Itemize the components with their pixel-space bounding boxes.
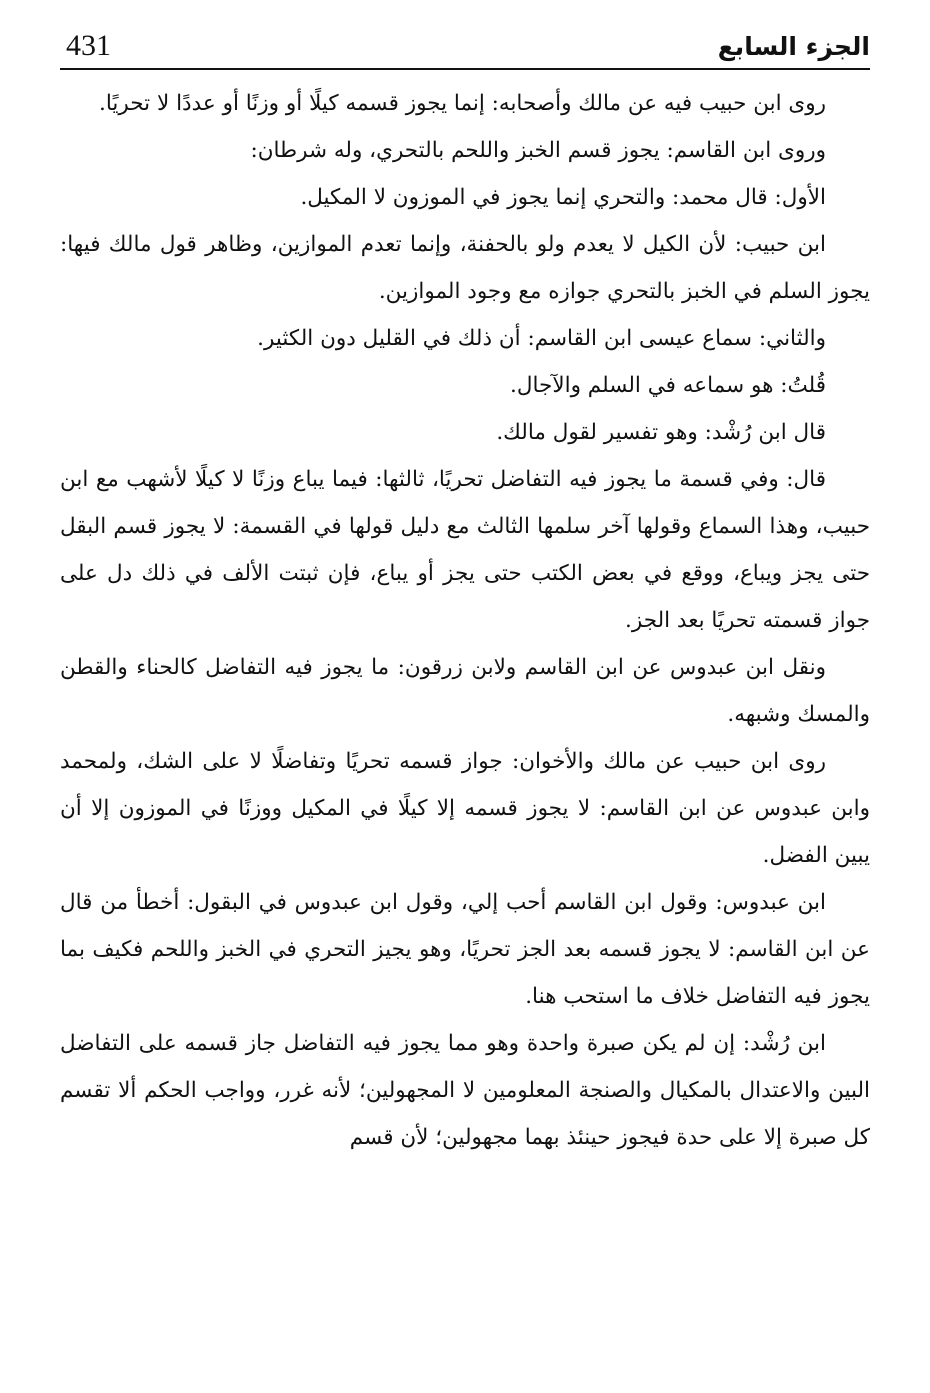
paragraph: الأول: قال محمد: والتحري إنما يجوز في الموزون لا المكيل.	[300, 185, 826, 210]
paragraph: قُلتُ: هو سماعه في السلم والآجال.	[510, 373, 826, 398]
paragraph: وروى ابن القاسم: يجوز قسم الخبز واللحم بالتحري، وله شرطان:	[250, 138, 826, 163]
paragraph: روى ابن حبيب فيه عن مالك وأصحابه: إنما يجوز قسمه كيلًا أو وزنًا أو عددًا لا تحريًا.	[99, 91, 826, 116]
page-body	[60, 80, 870, 1161]
paragraph: ابن رُشْد: إن لم يكن صبرة واحدة وهو مما يجوز فيه التفاضل جاز قسمه على التفاضل البين والاعتدال بالمكيال والصنجة المعلومين لا المجهولين؛ لأنه غرر، وواجب الحكم ألا تقسم كل صبرة إلا على حدة فيجوز حينئذ بهما مجهولين؛ لأن قسم	[60, 1031, 870, 1150]
page-header	[60, 22, 870, 70]
paragraph: ابن حبيب: لأن الكيل لا يعدم ولو بالحفنة، وإنما تعدم الموازين، وظاهر قول مالك فيها: يجوز السلم في الخبز بالتحري جوازه مع وجود الموازين.	[60, 232, 870, 304]
paragraph: قال: وفي قسمة ما يجوز فيه التفاضل تحريًا، ثالثها: فيما يباع وزنًا لا كيلًا لأشهب مع ابن حبيب، وهذا السماع وقولها آخر سلمها الثالث مع دليل قولها في القسمة: لا يجوز قسم البقل حتى يجز ويباع، ووقع في بعض الكتب حتى يجز أو يباع، فإن ثبتت الألف في ذلك دل على جواز قسمته تحريًا بعد الجز.	[60, 467, 870, 633]
paragraph: روى ابن حبيب عن مالك والأخوان: جواز قسمه تحريًا وتفاضلًا لا على الشك، ولمحمد وابن عبدوس عن ابن القاسم: لا يجوز قسمه إلا كيلًا في المكيل ووزنًا في الموزون إلا أن يبين الفضل.	[60, 749, 870, 868]
book-page	[60, 22, 870, 1372]
page-number: 431	[66, 29, 111, 62]
paragraph: قال ابن رُشْد: وهو تفسير لقول مالك.	[496, 420, 826, 445]
paragraph: والثاني: سماع عيسى ابن القاسم: أن ذلك في القليل دون الكثير.	[257, 326, 826, 351]
paragraph: ونقل ابن عبدوس عن ابن القاسم ولابن زرقون: ما يجوز فيه التفاضل كالحناء والقطن والمسك وشبهه.	[60, 655, 870, 727]
paragraph: ابن عبدوس: وقول ابن القاسم أحب إلي، وقول ابن عبدوس في البقول: أخطأ من قال عن ابن القاسم: لا يجوز قسمه بعد الجز تحريًا، وهو يجيز التحري في الخبز واللحم فكيف بما يجوز فيه التفاضل خلاف ما استحب هنا.	[60, 890, 870, 1009]
part-title: الجزء السابع	[717, 32, 870, 61]
